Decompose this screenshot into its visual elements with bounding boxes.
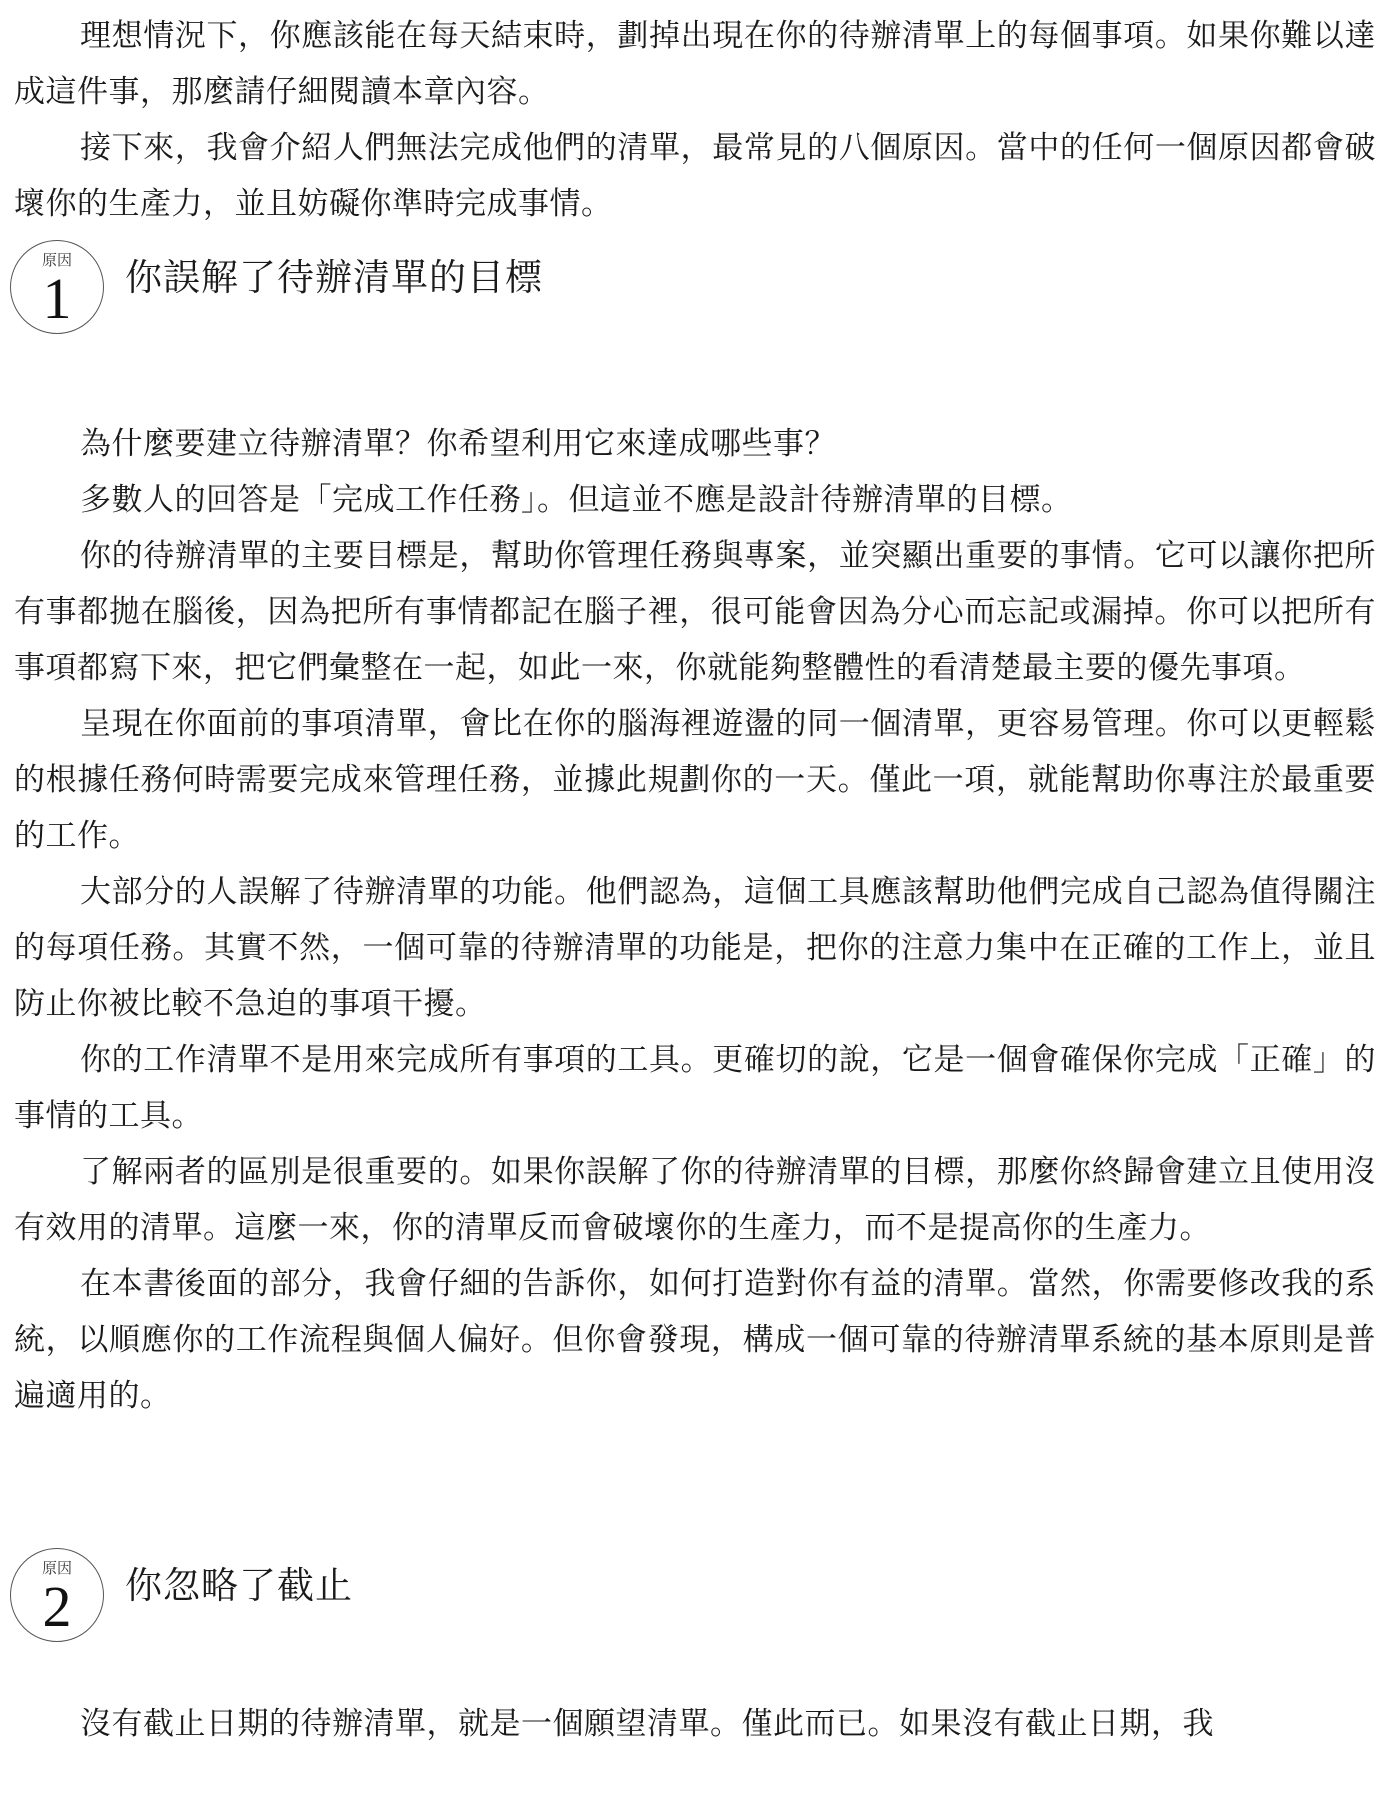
paragraph: 你的待辦清單的主要目標是，幫助你管理任務與專案，並突顯出重要的事情。它可以讓你把所有事都拋在腦後，因為把所有事情都記在腦子裡，很可能會因為分心而忘記或漏掉。你可以把所有事項都寫下來，把它們彙整在一起，如此一來，你就能夠整體性的看清楚最主要的優先事項。 bbox=[14, 538, 1376, 686]
paragraph: 多數人的回答是「完成工作任務」。但這並不應是設計待辦清單的目標。 bbox=[80, 482, 1073, 518]
paragraph: 在本書後面的部分，我會仔細的告訴你，如何打造對你有益的清單。當然，你需要修改我的系統，以順應你的工作流程與個人偏好。但你會發現，構成一個可靠的待辦清單系統的基本原則是普遍適用的。 bbox=[14, 1266, 1376, 1414]
intro-text bbox=[14, 8, 1376, 232]
reason-badge bbox=[10, 1548, 104, 1642]
paragraph: 沒有截止日期的待辦清單，就是一個願望清單。僅此而已。如果沒有截止日期，我 bbox=[80, 1706, 1214, 1742]
section-heading-2 bbox=[10, 1548, 1370, 1644]
section-title: 你誤解了待辦清單的目標 bbox=[125, 256, 543, 299]
badge-number: 2 bbox=[42, 1574, 72, 1639]
paragraph: 大部分的人誤解了待辦清單的功能。他們認為，這個工具應該幫助他們完成自己認為值得關注的每項任務。其實不然，一個可靠的待辦清單的功能是，把你的注意力集中在正確的工作上，並且防止你被比較不急迫的事項干擾。 bbox=[14, 874, 1376, 1022]
badge-label: 原因 bbox=[41, 251, 72, 269]
paragraph: 呈現在你面前的事項清單，會比在你的腦海裡遊盪的同一個清單，更容易管理。你可以更輕鬆的根據任務何時需要完成來管理任務，並據此規劃你的一天。僅此一項，就能幫助你專注於最重要的工作。 bbox=[14, 706, 1376, 854]
paragraph: 你的工作清單不是用來完成所有事項的工具。更確切的說，它是一個會確保你完成「正確」的事情的工具。 bbox=[14, 1042, 1376, 1134]
paragraph: 接下來，我會介紹人們無法完成他們的清單，最常見的八個原因。當中的任何一個原因都會破壞你的生產力，並且妨礙你準時完成事情。 bbox=[14, 130, 1376, 222]
section-body-2 bbox=[14, 1696, 1376, 1752]
badge-number: 1 bbox=[42, 266, 72, 331]
paragraph: 了解兩者的區別是很重要的。如果你誤解了你的待辦清單的目標，那麼你終歸會建立且使用沒有效用的清單。這麼一來，你的清單反而會破壞你的生產力，而不是提高你的生產力。 bbox=[14, 1154, 1376, 1246]
reason-badge bbox=[10, 240, 104, 334]
paragraph: 理想情況下，你應該能在每天結束時，劃掉出現在你的待辦清單上的每個事項。如果你難以達成這件事，那麼請仔細閱讀本章內容。 bbox=[14, 18, 1376, 110]
section-heading-1 bbox=[10, 240, 1370, 336]
badge-label: 原因 bbox=[41, 1559, 72, 1577]
section-title: 你忽略了截止 bbox=[125, 1564, 353, 1607]
paragraph: 為什麼要建立待辦清單？你希望利用它來達成哪些事？ bbox=[80, 426, 836, 462]
section-body-1 bbox=[14, 416, 1376, 1424]
